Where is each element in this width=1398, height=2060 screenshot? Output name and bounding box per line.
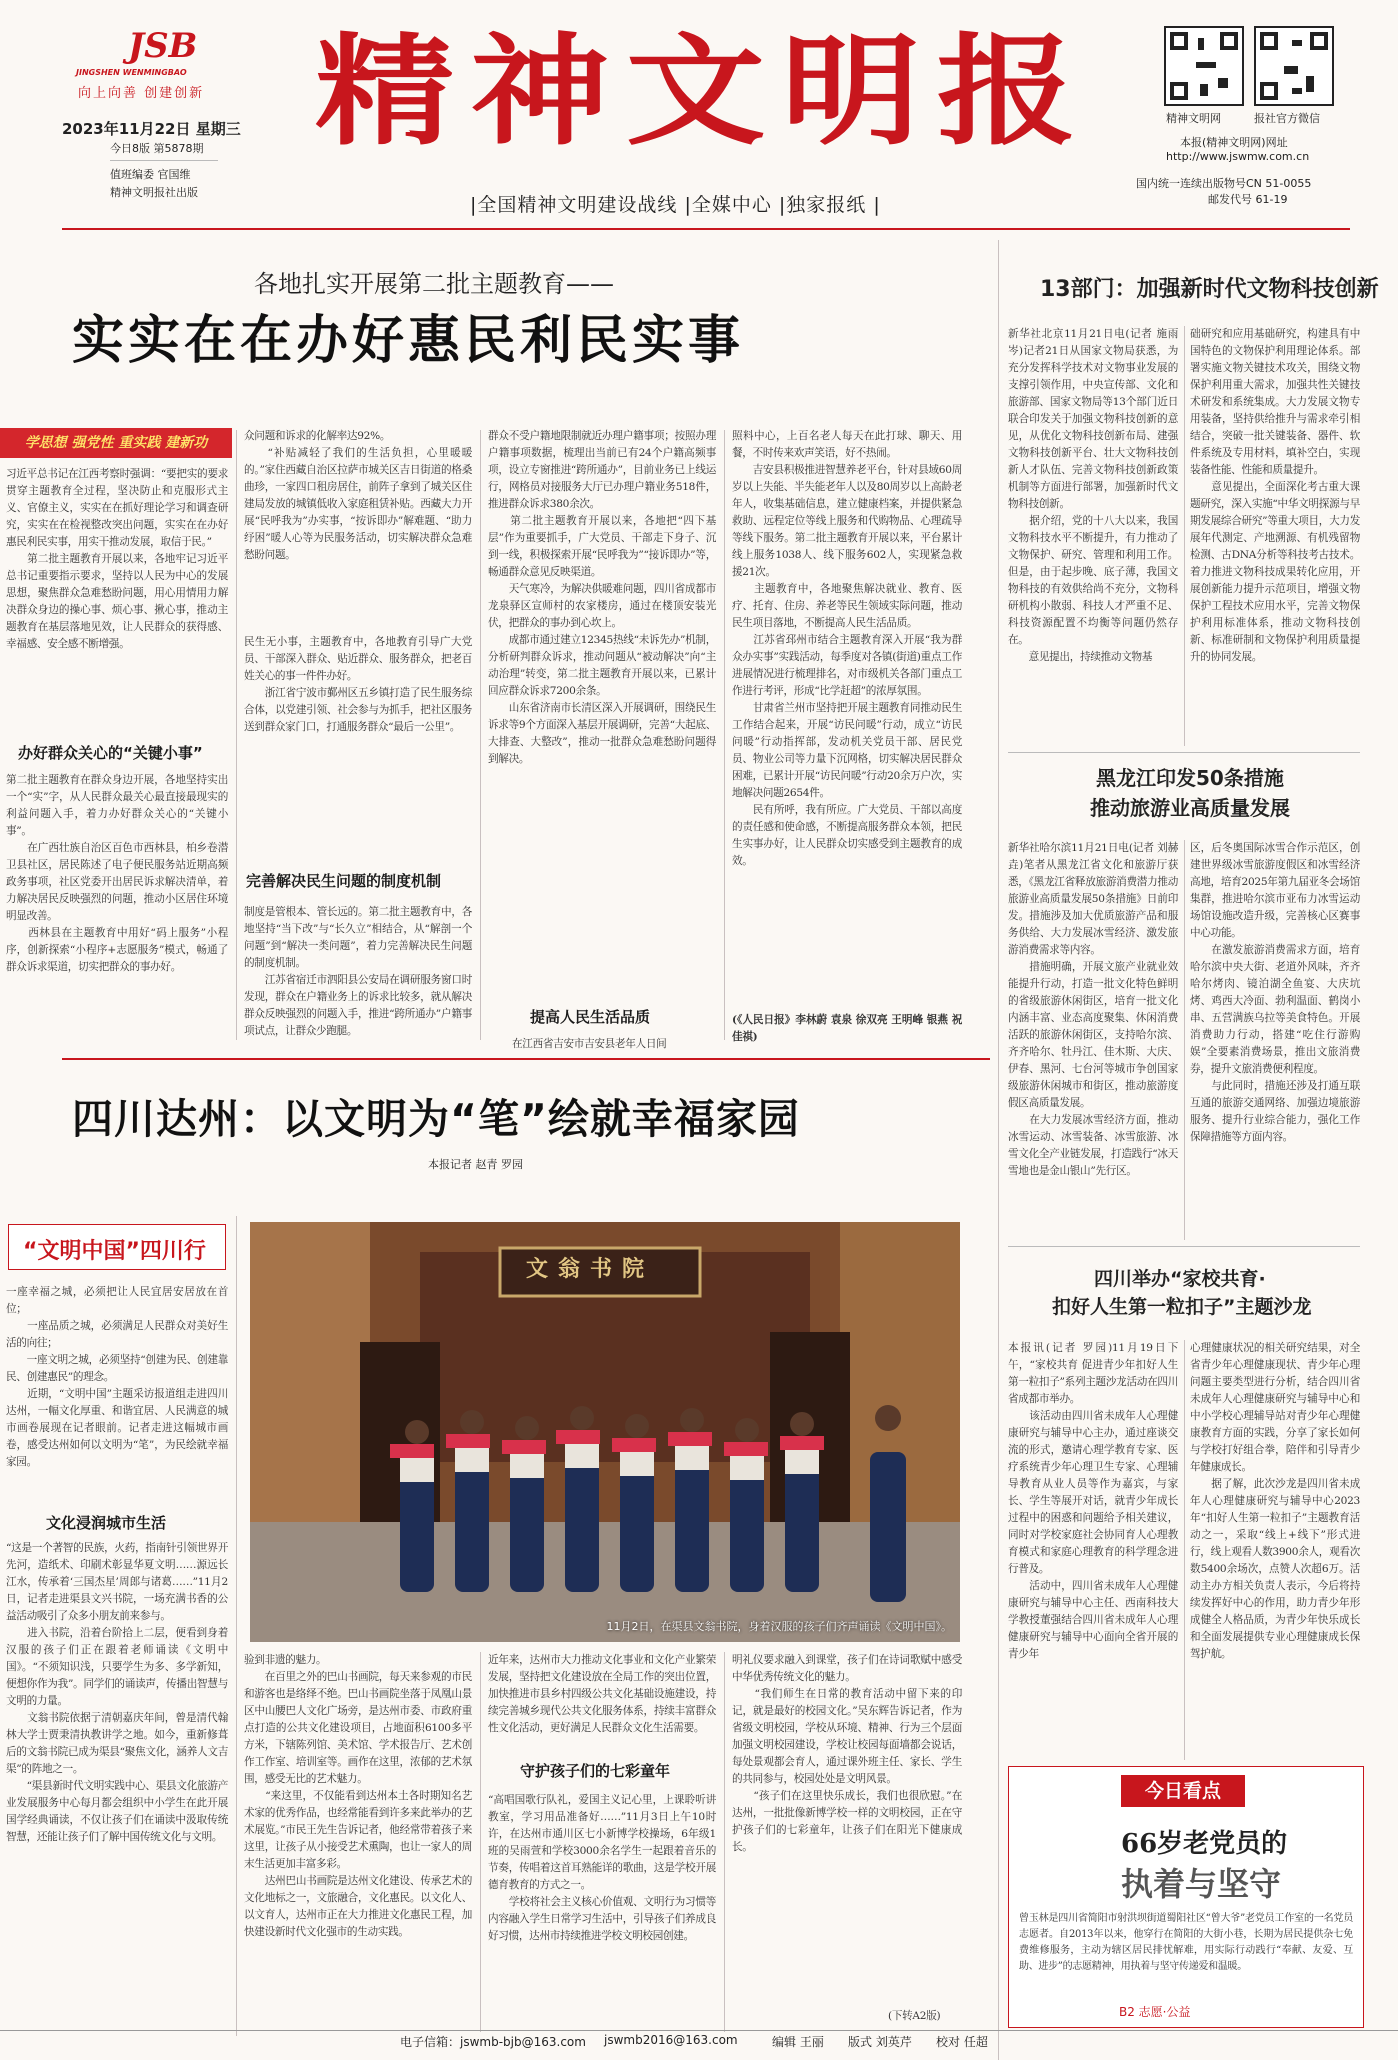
forum-col2: 心理健康状况的相关研究结果，对全省青少年心理健康现状、青少年心理问题主要类型进行分析，结合四川省未成年人心理健康研究与辅导中心和中小学校心理辅导站对青少年心理健康教育方面的实践，分享了家长如何与学校打好组合拳，陪伴和引导青少年健康成长。 据了解，此次沙龙是四川省未成年人心理健康研究与辅导中心2023年“扣好人生第一粒扣子”主题教育活动之一，采取“线上+线下”形式进行，线上观看人数3900余人，观看次数5400余场次，点赞人次超6万。活动主办方相关负责人表示，今后将持续发挥好中心的作用，助力青少年形成健全人格品质，为青少年快乐成长和全面发展提供专业心理健康成长保驾护航。 — [1190, 1342, 1360, 1660]
qr-code-website — [1164, 26, 1244, 106]
channel-nav: |全国精神文明建设战线 |全媒中心 |独家报纸 | — [470, 194, 881, 216]
forum-col1: 本报讯(记者 罗园)11月19日下午，“家校共育 促进青少年扣好人生第一粒扣子”系列主题沙龙活动在四川省成都市举办。 该活动由四川省未成年人心理健康研究与辅导中心主办，通过座谈交流的形式，邀请心理学教育专家、医疗系统青少年心理卫生专家、心理辅导教育从业人员等作为嘉宾，与家长、学生等展开对话，就青少年成长过程中的困惑和问题给予相关建议，同时对学校家庭社会协同育人心理教育模式和家庭心理教育的科学理念进行普及。 活动中，四川省未成年人心理健康研究与辅导中心主任、西南科技大学教授董强结合四川省未成年人心理健康研究与辅导中心面向全省开展的青少年 — [1008, 1342, 1178, 1660]
lead-subhead-2: 完善解决民生问题的制度机制 — [246, 872, 442, 890]
lead-col3-tail: 在江西省吉安市吉安县老年人日间 — [512, 1038, 667, 1050]
today-tag: 今日看点 — [1121, 1775, 1245, 1807]
site-label: 本报(精神文明网)网址 — [1180, 136, 1288, 149]
qr-code-wechat — [1254, 26, 1334, 106]
culture-col2: 础研究和应用基础研究，构建具有中国特色的文物保护利用理论体系。部署实施文物关键技术攻关，围绕文物保护利用重大需求，加强共性关键技术研发和系统集成。大力发展文物专用装备，坚持供给推升与需求牵引相结合，突破一批关键装备、器件、软件系统及专用材料，填补空白，实现装备性能、性能和质量提升。 意见提出，全面深化考古重大课题研究，深入实施“中华文明探源与早期发展综合研究”等重大项目，大力发展年代测定、产地溯源、有机残留物检测、古DNA分析等科技考古技术。着力推进文物科技成果转化应用，开展创新能力提升示范项目，增强文物保护工程技术应用水平，完善文物保护利用标准体系，推动文物科技创新、标准研制和文物保护利用质量提升的协同发展。 — [1190, 328, 1360, 663]
lead-col2c: 制度是管根本、管长远的。第二批主题教育中，各地坚持“当下改”与“长久立”相结合，从“解剖一个问题”到“解决一类问题”，着力完善解决民生问题的制度机制。 江苏省宿迁市泗阳县公安局在调研服务窗口时发现，群众在户籍业务上的诉求比较多，就从解决群众反映强烈的问题入手，推进“跨所通办”户籍事项试点，让群众少跑腿。 — [244, 906, 472, 1037]
heilongjiang-col2: 区，后冬奥国际冰雪合作示范区，创建世界级冰雪旅游度假区和冰雪经济高地，培育2025年第九届亚冬会场馆集群，推进哈尔滨市亚布力冰雪运动场馆设施改造升级，完善核心区赛事中心功能。 在激发旅游消费需求方面，培育哈尔滨中央大街、老道外风味，齐齐哈尔烤肉、镜泊湖全鱼宴、大庆坑烤、鸡西大冷面、勃利温面、鹤岗小串、五营满族乌拉等美食特色。开展消费助力行动，搭建“吃住行游购娱”全要素消费场景，推出文旅消费券，提升文旅消费便利程度。 与此同时，措施还涉及打通互联互通的旅游交通网络、加强边境旅游服务、提升行业综合能力，强化工作保障措施等方面内容。 — [1190, 842, 1360, 1143]
forum-headline-2: 扣好人生第一粒扣子”主题沙龙 — [1052, 1296, 1312, 1318]
lead-subhead-1: 办好群众关心的“关键小事” — [18, 744, 203, 762]
today-headline-1: 66岁老党员的 — [1121, 1829, 1288, 1859]
qr-label-website: 精神文明网 — [1166, 112, 1221, 125]
footer-email-1[interactable]: 电子信箱：jswmb-bjb@163.com — [400, 2035, 586, 2049]
dazhou-subhead-2: 守护孩子们的七彩童年 — [520, 1762, 671, 1780]
dazhou-photo — [250, 1222, 960, 1642]
series-tag-box — [8, 1224, 226, 1270]
site-url[interactable]: http://www.jswmw.com.cn — [1166, 150, 1310, 163]
footer-email-2[interactable]: jswmb2016@163.com — [604, 2033, 738, 2047]
heilongjiang-headline-1: 黑龙江印发50条措施 — [1096, 766, 1284, 790]
lead-col1b: 第二批主题教育在群众身边开展，各地坚持实出一个“实”字，从人民群众最关心最直接最现实的利益问题入手，着力办好群众关心的“关键小事”。 在广西壮族自治区百色市西林县，柏乡卷潜卫县社区，居民陈述了电子便民服务站近期高频政务事项，社区党委开出居民诉求解决清单，着力解决居民反映强烈的问题，推动小区居住环境明显改善。 西林县在主题教育中用好“码上服务”小程序，创新探索“小程序+志愿服务”模式，畅通了群众诉求渠道，切实把群众的事办好。 — [6, 774, 228, 973]
dazhou-byline: 本报记者 赵青 罗园 — [428, 1158, 523, 1171]
lead-col1: 习近平总书记在江西考察时强调：“要把实的要求贯穿主题教育全过程，坚决防止和克服形式主义、官僚主义，实实在在抓好理论学习和调查研究，实实在在检视整改突出问题，实实在在办好惠民利民实事，用实干推动发展，取信于民。” 第二批主题教育开展以来，各地牢记习近平总书记重要指示要求，坚持以人民为中心的发展思想，聚焦群众急难愁盼问题，用心用情用力解决群众身边的操心事、烦心事、揪心事，推动主题教育在基层落地见效，让人民群众的获得感、幸福感、安全感不断增强。 — [6, 468, 228, 650]
footer-editor: 编辑 王丽 — [772, 2035, 824, 2049]
brand-pinyin: JINGSHEN WENMINGBAO — [76, 68, 187, 77]
brand-mark: JSB — [128, 26, 198, 66]
today-headline-2: 执着与坚守 — [1121, 1865, 1282, 1903]
dazhou-col2: 验到非遗的魅力。 在百里之外的巴山书画院，每天来参观的市民和游客也是络绎不绝。巴山书画院坐落于凤凰山景区中山腰巴人文化广场旁，是达州市委、市政府重点打造的公共文化建设项目，占地面积6100多平方米，下辖陈列馆、美术馆、学术报告厅、艺术创作工作室、培训室等。画作在这里，浓郁的艺术氛围，感受无比的艺术魅力。 “来这里，不仅能看到达州本土各时期知名艺术家的优秀作品，也经常能看到许多来此举办的艺术展览。”市民王先生告诉记者，他经常带着孩子来这里，让孩子从小接受艺术熏陶，也让一家人的周末生活更加丰富多彩。 达州巴山书画院是达州文化建设、传承艺术的文化地标之一，文旅融合，文化惠民。以文化人、以文育人，达州市正在大力推进文化惠民工程，加快建设新时代文化强市的生动实践。 — [244, 1654, 472, 1938]
issue-date: 2023年11月22日 星期三 — [62, 120, 241, 138]
duty-editor: 值班编委 官国维 — [110, 168, 191, 181]
photo-caption: 11月2日，在渠县文翁书院，身着汉服的孩子们齐声诵读《文明中国》。 — [606, 1620, 952, 1633]
brand-logo — [128, 26, 248, 66]
photo-plaque: 文翁书院 — [526, 1256, 655, 1282]
lead-col2b: 民生无小事，主题教育中，各地教育引导广大党员、干部深入群众、贴近群众、服务群众，把老百姓关心的事一件件办好。 浙江省宁波市鄞州区五乡镇打造了民生服务综合体，以党建引领、社会参与为抓手，把社区服务送到群众家门口，打通服务群众“最后一公里”。 — [244, 636, 472, 733]
dazhou-intro: 一座幸福之城，必须把让人民宜居安居放在首位； 一座品质之城，必须满足人民群众对美好生活的向往； 一座文明之城，必须坚持“创建为民、创建靠民、创建惠民”的理念。 近期，“文明中国”主题采访报道组走进四川达州，一幅文化厚重、和谐宜居、人民满意的城市画卷展现在记者眼前。记者走进这幅城市画卷，感受达州如何以文明为“笔”，为民绘就幸福家园。 — [6, 1286, 228, 1468]
dazhou-col3: 近年来，达州市大力推动文化事业和文化产业繁荣发展，坚持把文化建设放在全局工作的突出位置，加快推进市县乡村四级公共文化基础设施建设，持续完善城乡现代公共文化服务体系，持续丰富群众性文化活动，更好满足人民群众文化生活需要。 — [488, 1654, 716, 1734]
lead-col4: 照料中心，上百名老人每天在此打球、聊天、用餐，不时传来欢声笑语，好不热闹。 吉安县积极推进智慧养老平台，针对县域60周岁以上失能、半失能老年人以及80周岁以上高龄老年人，收集基础信息，建立健康档案，并提供紧急救助、远程定位等线上服务和代购物品、心理疏导等线下服务。第二批主题教育开展以来，平台累计线上服务1038人、线下服务602人，实现紧急救援21次。 主题教育中，各地聚焦解决就业、教育、医疗、托育、住房、养老等民生领域实际问题，推动民生项目落地，不断提高人民生活品质。 江苏省邳州市结合主题教育深入开展“我为群众办实事”实践活动，每季度对各镇(街道)重点工作进展情况进行梳理排名，对市级机关各部门重点工作进行考评，形成“比学赶超”的浓厚氛围。 甘肃省兰州市坚持把开展主题教育同推动民生工作结合起来，开展“访民问暖”行动，成立“访民问暖”行动指挥部，发动机关党员干部、居民党员、物业公司等力量下沉网格，切实解决居民群众困难，已累计开展“访民问暖”行动20余万户次，实地解决问题2654件。 民有所呼，我有所应。广大党员、干部以高度的责任感和使命感，不断提高服务群众本领，把民生实事办好，让人民群众切实感受到主题教育的成效。 — [732, 430, 962, 867]
today-ref[interactable]: B2 志愿·公益 — [1119, 2005, 1191, 2019]
culture-col1: 新华社北京11月21日电(记者 施雨岑)记者21日从国家文物局获悉，为充分发挥科学技术对文物事业发展的支撑引领作用，中央宣传部、文化和旅游部、国家文物局等13个部门近日联合印发关于加强文物科技创新的意见，从优化文物科技创新布局、建强文物科技创新平台、壮大文物科技创新人才队伍、完善文物科技创新政策机制等方面进行部署，加强新时代文物科技创新。 据介绍，党的十八大以来，我国文物科技水平不断提升，有力推动了文物保护、研究、管理和利用工作。但是，由于起步晚、底子薄，我国文物科技的有效供给尚不充分，文物科研机构小散弱、科技人才严重不足、科技资源配置不均衡等问题仍然存在。 意见提出，持续推动文物基 — [1008, 328, 1178, 663]
forum-headline-1: 四川举办“家校共育· — [1094, 1268, 1266, 1290]
lead-subhead-3: 提高人民生活品质 — [530, 1008, 651, 1026]
heilongjiang-col1: 新华社哈尔滨11月21日电(记者 刘赫垚)笔者从黑龙江省文化和旅游厅获悉，《黑龙江省释放旅游消费潜力推动旅游业高质量发展50条措施》日前印发。措施涉及加大优质旅游产品和服务供给、大力发展冰雪经济、激发旅游消费需求等内容。 措施明确，开展文旅产业就业效能提升行动，打造一批文化特色鲜明的省级旅游休闲街区，培育一批文化内涵丰富、业态高度聚集、休闲消费活跃的旅游休闲街区，支持哈尔滨、齐齐哈尔、牡丹江、佳木斯、大庆、伊春、黑河、七台河等城市争创国家级旅游休闲城市和街区，推动旅游度假区高质量发展。 在大力发展冰雪经济方面，推动冰雪运动、冰雪装备、冰雪旅游、冰雪文化全产业链发展，打造践行“冰天雪地也是金山银山”先行区。 — [1008, 842, 1178, 1177]
newspaper-title: 精神文明报 — [315, 21, 1093, 162]
lead-headline: 实实在在办好惠民利民实事 — [72, 311, 745, 371]
qr-label-wechat: 报社官方微信 — [1254, 112, 1320, 125]
publisher: 精神文明报社出版 — [110, 186, 198, 199]
footer-designer: 版式 刘英芹 — [848, 2035, 912, 2049]
culture-headline: 13部门：加强新时代文物科技创新 — [1040, 277, 1379, 302]
cn-number: 国内统一连续出版物号CN 51-0055 — [1136, 177, 1312, 190]
lead-col2: 众问题和诉求的化解率达92%。 “补贴减轻了我们的生活负担，心里暖暖的。”家住西藏自治区拉萨市城关区吉日街道的格桑曲珍，一家四口租房居住，前阵子拿到了城关区住建局发放的城镇低收入家庭租赁补贴。西藏大力开展“民呼我为”办实事，“按诉即办”解难题、“助力纾困”暖人心等为民服务活动，切实解决群众急难愁盼问题。 — [244, 430, 472, 561]
masthead — [0, 0, 1398, 236]
today-box — [1008, 1766, 1364, 2028]
dazhou-col4: 明礼仪要求融入到课堂，孩子们在诗词歌赋中感受中华优秀传统文化的魅力。 “我们师生在日常的教育活动中留下来的印记，就是最好的校园文化。”吴东辉告诉记者，作为省级文明校园，学校从环境、精神、行为三个层面加强文明校园建设，学校让校园每面墙都会说话，每处景观都会育人，通过课外班主任、家长、学生的共同参与，校园处处是文明风景。 “孩子们在这里快乐成长，我们也很欣慰。”在达州，一批批像新博学校一样的文明校园，正在守护孩子们的七彩童年，让孩子们在阳光下健康成长。 — [732, 1654, 962, 1853]
dazhou-headline: 四川达州：以文明为“笔”绘就幸福家园 — [72, 1095, 800, 1143]
issue-edition: 今日8版 第5878期 — [110, 142, 204, 155]
lead-kicker: 各地扎实开展第二批主题教育—— — [254, 270, 614, 298]
dazhou-col3b: “高唱国歌行队礼，爱国主义记心里，上课聆听讲教室，学习用品准备好……”11月3日上午10时许，在达州市通川区七小新博学校操场，6年级1班的吴雨萱和学校3000余名学生一起跟着音乐的节奏，传唱着这首耳熟能详的歌曲，这是学校开展德育教育的方式之一。 学校将社会主义核心价值观、文明行为习惯等内容融入学生日常学习生活中，引导孩子们养成良好习惯，达州市持续推进学校文明校园创建。 — [488, 1794, 716, 1942]
series-tag: “文明中国”四川行 — [23, 1239, 206, 1264]
lead-col3: 群众不受户籍地限制就近办理户籍事项；按照办理户籍事项数据，梳理出当前已有24个户籍高频事项，设立专窗推进“跨所通办”，目前业务已上线运行，网格员对接服务大厅已办理户籍业务518件，推进群众诉求380余次。 第二批主题教育开展以来，各地把“四下基层”作为重要抓手，广大党员、干部走下身子、沉到一线，积极探索开展“民呼我为”“接诉即办”等，畅通群众意见反映渠道。 天气寒冷，为解决供暖难问题，四川省成都市龙泉驿区宣师村的农家楼房，通过在楼顶安装光伏，把群众的事办到心坎上。 成都市通过建立12345热线“未诉先办”机制，分析研判群众诉求，推动问题从“被动解决”向“主动治理”转变，第二批主题教育开展以来，已累计回应群众诉求7200余条。 山东省济南市长清区深入开展调研，围绕民生诉求等9个方面深入基层开展调研，完善“大起底、大排查、大整改”，推动一批群众急难愁盼问题得到解决。 — [488, 430, 716, 765]
dazhou-continued[interactable]: (下转A2版) — [888, 2010, 941, 2022]
heilongjiang-headline-2: 推动旅游业高质量发展 — [1090, 796, 1290, 820]
lead-byline: (《人民日报》李林蔚 袁泉 徐双亮 王明峰 银燕 祝佳祺) — [732, 1014, 962, 1043]
slogan: 向上向善 创建创新 — [78, 86, 205, 101]
dazhou-subhead-1: 文化浸润城市生活 — [46, 1514, 167, 1532]
photo-illustration — [250, 1222, 960, 1642]
dazhou-col1b: “这是一个著智的民族，火药，指南针引领世界开先河，造纸术、印刷术彰显华夏文明……源远长江水，传承着‘三国杰星’周郎与诸葛……”11月2日，记者走进渠县文兴书院，一场充满书香的公益活动吸引了众多小朋友前来参与。 进入书院，沿着台阶拾上二层，便看到身着汉服的孩子们正在跟着老师诵读《文明中国》。“不须知识浅，只要学生为多、多学新知，便想你作为我”。同学们的诵读声，传播出智慧与文明的力量。 文翁书院依据亍清朝嘉庆年间，曾是清代翰林大学士贾秉清执教讲学之地。如今，重新修葺后的文翁书院已成为渠县“聚焦文化，涵养人文吉渠”的阵地之一。 “渠县新时代文明实践中心、渠县文化旅游产业发展服务中心每月都会组织中小学生在此开展国学经典诵读，不仅让孩子们在诵读中汲取传统智慧，还能让孩子们了解中国传统文化与文明。 — [6, 1542, 228, 1843]
footer-proof: 校对 任超 — [936, 2035, 988, 2049]
postal-code: 邮发代号 61-19 — [1208, 193, 1288, 206]
today-summary: 曾玉林是四川省简阳市射洪坝街道蜀阳社区“曾大爷”老党员工作室的一名党员志愿者。自2013年以来，他穿行在简阳的大街小巷，长期为居民提供杂七免费维修服务，主动为辖区居民排忧解难，用实际行动践行“奉献、友爱、互助、进步”的志愿精神，用执着与坚守传递爱和温暖。 — [1019, 1913, 1353, 1972]
lead-banner: 学思想 强党性 重实践 建新功 — [0, 428, 232, 458]
